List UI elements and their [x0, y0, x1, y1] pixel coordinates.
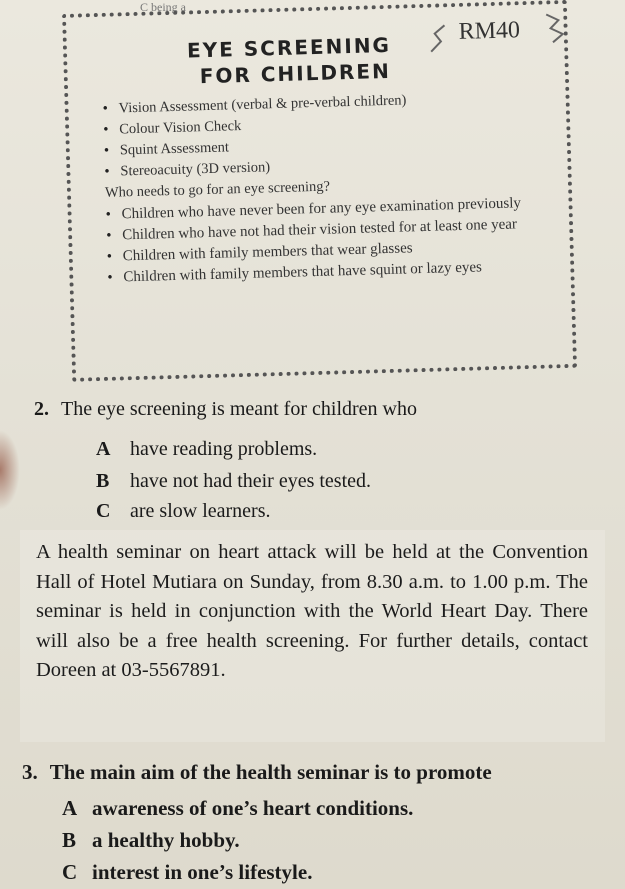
option-text: interest in one’s lifestyle.	[92, 860, 313, 884]
top-text-fragment: C being a	[140, 0, 186, 14]
service-item: • Stereoacuity (3D version)	[104, 153, 408, 182]
option-text: have reading problems.	[130, 438, 318, 460]
option-letter: B	[96, 470, 110, 492]
option-letter: C	[96, 500, 111, 522]
option-a[interactable]	[96, 438, 317, 461]
option-b[interactable]	[62, 828, 240, 853]
price-label: RM40	[458, 17, 521, 45]
option-text: are slow learners.	[130, 500, 271, 522]
question-2	[34, 398, 417, 421]
option-c[interactable]	[62, 860, 312, 885]
services-list	[102, 90, 408, 182]
option-c[interactable]	[96, 500, 271, 523]
service-item: • Vision Assessment (verbal & pre-verbal children)	[102, 90, 406, 119]
who-list	[105, 192, 567, 289]
option-letter: B	[62, 828, 77, 852]
option-letter: A	[96, 438, 111, 460]
question-text: The eye screening is meant for children who	[61, 398, 417, 420]
who-item: • Children with family members that wear glasses	[107, 234, 567, 268]
question-number: 3.	[22, 760, 38, 784]
notice-title-line1: EYE SCREENING	[186, 32, 392, 63]
who-item: • Children who have never been for any eye examination previously	[105, 192, 565, 226]
option-text: a healthy hobby.	[92, 828, 240, 852]
option-text: have not had their eyes tested.	[130, 470, 372, 492]
service-item: • Squint Assessment	[104, 132, 408, 161]
question-3	[22, 760, 492, 785]
option-b[interactable]	[96, 470, 371, 493]
page-edge-shadow	[0, 430, 20, 510]
question-text: The main aim of the health seminar is to promote	[49, 760, 492, 784]
option-a[interactable]	[62, 796, 413, 821]
notice-question: Who needs to go for an eye screening?	[104, 178, 331, 201]
option-text: awareness of one’s heart conditions.	[92, 796, 414, 820]
eye-screening-notice	[62, 0, 577, 382]
seminar-passage: A health seminar on heart attack will be held at the Convention Hall of Hotel Mutiara on Sunday, from 8.30 a.m. to 1.00 p.m. The seminar is held in conjunction with the World Heart Day. There will also be a free health screening. For further details, contact Doreen at 03-5567891.	[36, 541, 588, 681]
option-letter: A	[62, 796, 78, 820]
option-letter: C	[62, 860, 78, 884]
service-item: • Colour Vision Check	[103, 111, 407, 140]
who-item: • Children who have not had their vision tested for at least one year	[106, 213, 566, 247]
question-number: 2.	[34, 398, 49, 420]
notice-title-line2: FOR CHILDREN	[199, 58, 392, 89]
who-item: • Children with family members that have squint or lazy eyes	[107, 255, 567, 289]
